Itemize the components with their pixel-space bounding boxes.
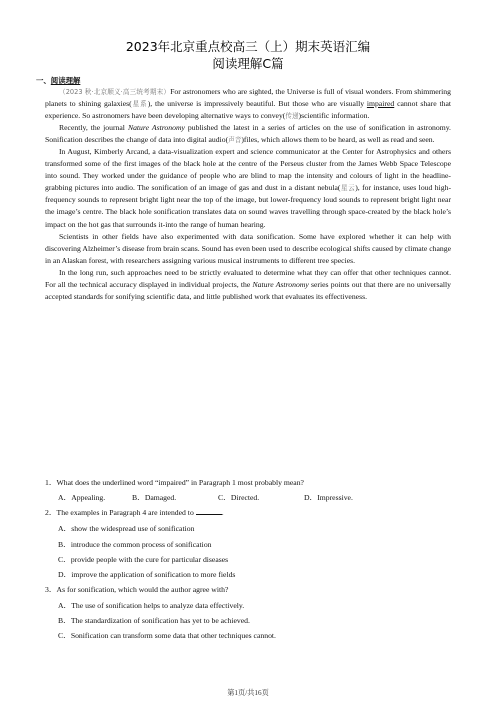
question-1-option-b: B．Damaged. <box>132 493 177 502</box>
document-subtitle: 阅读理解C篇 <box>212 56 284 71</box>
reading-passage <box>45 86 451 303</box>
paragraph-1: （2023 秋·北京顺义·高三统考期末）For astronomers who are sighted, the Universe is full of visual wonders. From shimmering planets to shining galaxies(星系), the universe is impressively beautiful. But those who are visually impaired cannot share that experience. So astronomers have been developing alternative ways to convey(传递)scientific information. <box>45 87 452 121</box>
question-1-option-c: C．Directed. <box>218 493 260 502</box>
chinese-annotation: 星系 <box>131 100 148 109</box>
question-1-stem: 1．What does the underlined word “impaired” in Paragraph 1 most probably mean? <box>45 478 304 487</box>
journal-name: Nature Astronomy <box>252 279 309 289</box>
journal-name: Nature Astronomy <box>127 123 185 133</box>
question-2-option-a: A．show the widespread use of sonification <box>58 524 195 533</box>
question-2-option-b: B．introduce the common process of sonification <box>58 540 212 549</box>
paragraph-4: Scientists in other fields have also experimented with data sonification. Some have explored whether it can help with discovering Alzheimer’s disease from brain scans. Sound has even been used to describe ecological shifts caused by climate change in an Alaskan forest, with researchers assigning various musical instruments to different tree species. <box>45 231 451 265</box>
question-2-option-d: D．improve the application of sonification to more fields <box>58 570 236 579</box>
paragraph-2: Recently, the journal Nature Astronomy published the latest in a series of articles on the use of sonification in astronomy. Sonification describes the change of data into digital audio(声音)files, which allows them to be heard, as well as read and seen. <box>45 123 451 145</box>
document-title: 2023年北京重点校高三（上）期末英语汇编 <box>125 39 371 54</box>
answer-blank <box>196 507 222 515</box>
question-1-option-d: D．Impressive. <box>304 493 353 502</box>
question-source: （2023 秋·北京顺义·高三统考期末） <box>59 88 171 96</box>
chinese-annotation: 传递 <box>285 112 299 121</box>
page-number: 第1页/共16页 <box>227 689 269 697</box>
paragraph-3: In August, Kimberly Arcand, a data-visualization expert and science communicator at the Center for Astrophysics and others transformed some of the first images of the black hole at the centre of the Perseus cluster from the James Webb Space Telescope into sound. They worked under the guidance of people who are blind to map the intensity and colours of light in the headline-grabbing pictures into audio. The sonification of an image of gas and dust in a distant nebula(星云), for instance, uses loud high-frequency sounds to represent bright light near the top of the image, but lower-frequency loud sounds to represent bright light near the image’s centre. The black hole sonification translates data on sound waves travelling through space-created by the black hole’s impact on the hot gas that surrounds it-into the range of human hearing. <box>45 147 451 229</box>
underlined-word: impaired <box>366 99 395 109</box>
question-3-option-a: A．The use of sonification helps to analyze data effectively. <box>58 601 245 610</box>
question-3-option-c: C．Sonification can transform some data that other techniques cannot. <box>58 631 276 640</box>
section-heading <box>36 75 80 86</box>
section-number: 一、 <box>36 76 51 85</box>
question-3-stem: 3．As for sonification, which would the author agree with? <box>45 585 229 594</box>
chinese-annotation: 星云 <box>340 184 356 193</box>
question-2-option-c: C．provide people with the cure for particular diseases <box>58 555 229 564</box>
question-2-stem: 2．The examples in Paragraph 4 are intended to . <box>45 508 224 517</box>
section-name: 阅读理解 <box>50 76 81 85</box>
question-3-option-b: B．The standardization of sonification has yet to be achieved. <box>58 616 250 625</box>
paragraph-5: In the long run, such approaches need to be strictly evaluated to determine what they can offer that other techniques cannot. For all the technical accuracy displayed in individual projects, the Nature Astronomy series points out that there are no universally accepted standards for sonifying scientific data, and little published work that evaluates its effectiveness. <box>45 267 451 301</box>
chinese-annotation: 声音 <box>228 136 242 145</box>
question-1-option-a: A．Appealing. <box>58 493 106 502</box>
